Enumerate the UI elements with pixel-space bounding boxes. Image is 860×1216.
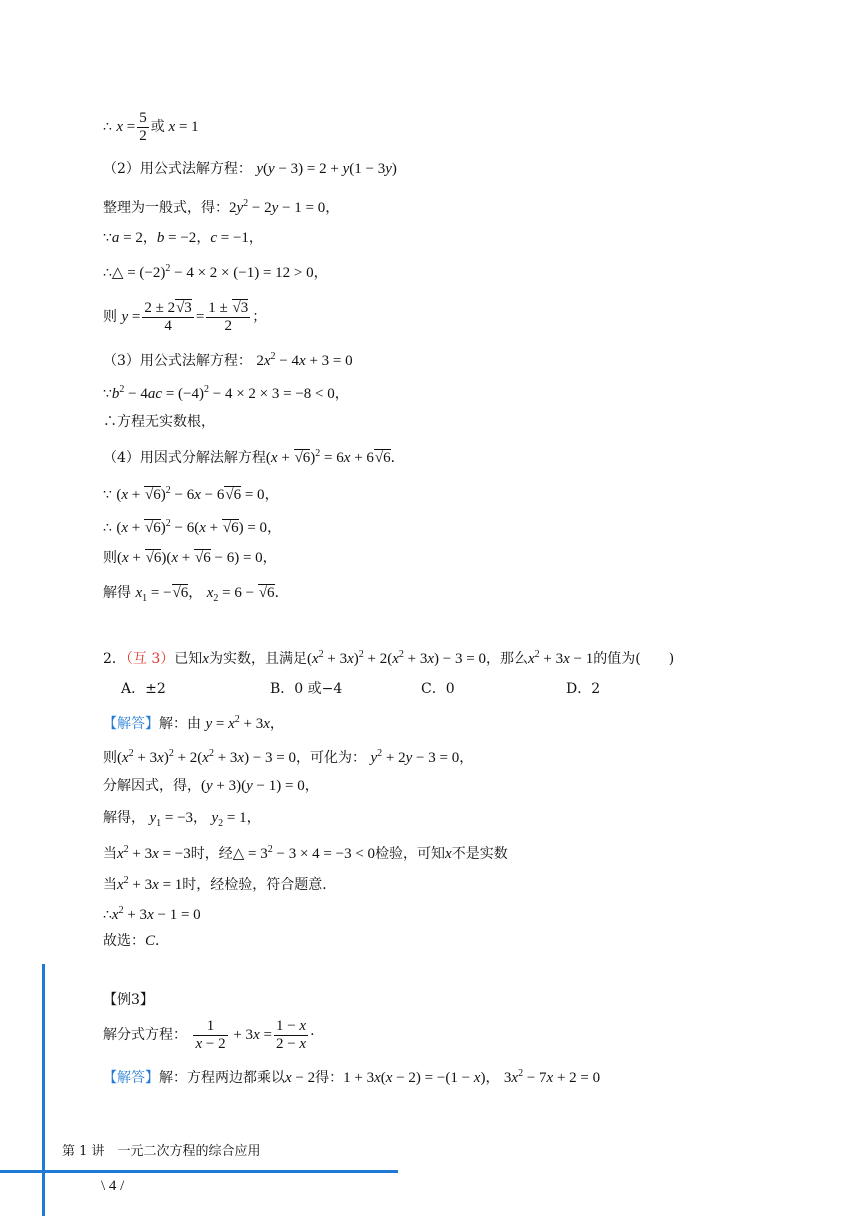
therefore-symbol: ∴	[103, 118, 112, 135]
part-4-heading: （4）用因式分解法解方程$(x + √6)^2 = 6x + 6√6$．	[103, 448, 405, 466]
page-number: \ 4 /	[101, 1178, 125, 1194]
option-b: B．0 或−4	[270, 681, 343, 697]
part-4-solution: 解得 $x_1 = -√6$， $x_2 = 6 - √6$．	[103, 585, 289, 604]
no-real-roots-line: ∴方程无实数根，	[103, 414, 215, 430]
question-2: 2．（互 3）已知x为实数，且满足$(x^2 + 3x)^2 + 2(x^2 + 3x) - 3 = 0$，那么$x^2 + 3x - 1$的值为( )	[103, 649, 675, 667]
part-4-step-3: 则(x + √6)(x + √6 − 6) = 0，	[103, 550, 277, 566]
example-3-title: 【例3】	[103, 992, 154, 1008]
coefficients-line: ∵a = 2，b = −2，c = −1，	[103, 230, 263, 246]
standard-form-line: 整理为一般式，得：$2y^2 - 2y - 1 = 0$，	[103, 198, 340, 216]
q2-choice: 故选：C．	[103, 933, 170, 949]
option-a: A．±2	[121, 681, 166, 697]
discriminant-line: ∴△ = $(-2)^2 - 4 \times 2 \times (-1) = 12 > 0$，	[103, 263, 328, 281]
q2-factor: 分解因式，得，(y + 3)(y − 1) = 0，	[103, 778, 319, 794]
option-c: C．0	[421, 681, 455, 697]
part-3-discriminant: $\because b^2 - 4ac = (-4)^2 - 4 \times 2 \times 3 = -8 < 0$，	[103, 384, 349, 402]
q2-case-1: 当$x^2 + 3x = -3$时，经△ = $3^2 - 3 \times 4 = -3 < 0$检验，可知x不是实数	[103, 844, 508, 862]
footer-chapter-title: 第 1 讲 一元二次方程的综合应用	[62, 1144, 261, 1159]
roots-line: 则 y = $\frac{2 \pm 2√3}{4}$ = $\frac{1 \pm √3}{2}$ ；	[103, 300, 267, 334]
q2-substitution: 则$(x^2 + 3x)^2 + 2(x^2 + 3x) - 3 = 0$，可化为： $y^2 + 2y - 3 = 0$，	[103, 748, 474, 766]
part-3-heading: （3）用公式法解方程： $2x^2 - 4x + 3 = 0$	[103, 351, 353, 369]
example-3-answer: 【解答】解：方程两边都乘以x − 2得：1 + 3x(x − 2) = −(1 − x)， $3x^2 - 7x + 2 = 0$	[103, 1068, 601, 1086]
answer-label-2: 【解答】	[103, 1070, 159, 1086]
part-4-step-2: ∴ $(x + √6)^2 - 6(x + √6) = 0$，	[103, 518, 282, 536]
question-source-tag: （互 3）	[125, 651, 175, 667]
solution-line-1: ∴ x = $\frac{5}{2}$ 或 x = 1	[103, 110, 199, 144]
q2-case-2: 当$x^2 + 3x = 1$时，经检验，符合题意．	[103, 875, 337, 893]
answer-label: 【解答】	[103, 716, 159, 732]
example-3-prompt: 解分式方程： $\frac{1}{x - 2}$ + 3x = $\frac{1 - x}{2 - x}$ ·	[103, 1018, 315, 1052]
footer-horizontal-rule	[0, 1170, 398, 1173]
part-2-heading: （2）用公式法解方程： y(y − 3) = 2 + y(1 − 3y)	[103, 161, 397, 177]
footer-vertical-rule	[42, 964, 45, 1216]
q2-solve: 解得， $y_1 = -3$， $y_2 = 1$，	[103, 810, 261, 829]
option-d: D．2	[566, 681, 601, 697]
part-4-step-1: ∵ $(x + √6)^2 - 6x - 6√6 = 0$，	[103, 485, 279, 503]
q2-answer-line: 【解答】解：由 $y = x^2 + 3x$，	[103, 714, 284, 732]
q2-conclusion: $\therefore x^2 + 3x - 1 = 0$	[103, 905, 201, 923]
